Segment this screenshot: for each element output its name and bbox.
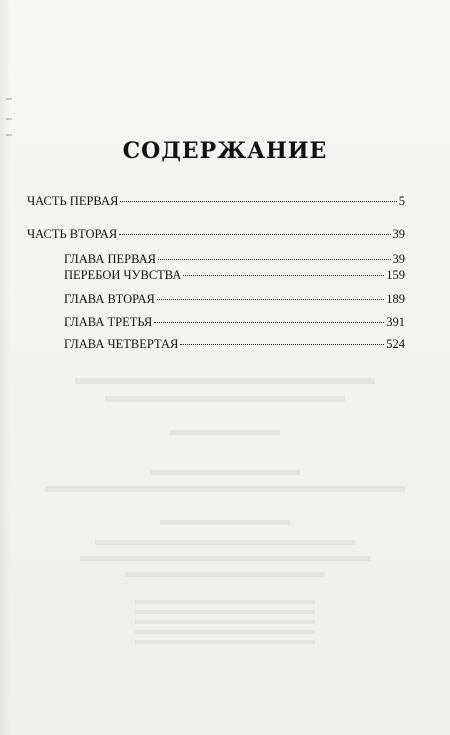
toc-entry-chapter-three[interactable] xyxy=(64,315,405,330)
show-through xyxy=(0,556,450,564)
toc-entry-label: ЧАСТЬ ВТОРАЯ xyxy=(27,227,118,241)
toc-entry-page: 39 xyxy=(392,252,405,266)
margin-mark xyxy=(6,118,12,120)
show-through xyxy=(0,540,450,548)
show-through xyxy=(0,520,450,528)
toc-entry-label: ГЛАВА ПЕРВАЯ xyxy=(64,252,157,266)
show-through xyxy=(0,600,450,650)
page-title: СОДЕРЖАНИЕ xyxy=(122,138,328,164)
dot-leader xyxy=(180,344,384,345)
dot-leader xyxy=(154,322,384,323)
show-through xyxy=(0,470,450,478)
toc-entry-label: ГЛАВА ЧЕТВЕРТАЯ xyxy=(64,337,179,351)
toc-entry-page: 39 xyxy=(392,227,405,241)
toc-entry-page: 189 xyxy=(386,292,405,306)
toc-entry-page: 159 xyxy=(386,268,405,282)
toc-entry-label: ЧАСТЬ ПЕРВАЯ xyxy=(27,194,119,208)
toc-entry-chapter-one[interactable] xyxy=(64,252,405,267)
toc-entry-part-two[interactable] xyxy=(27,227,405,242)
show-through xyxy=(0,572,450,580)
dot-leader xyxy=(183,275,384,276)
toc-entry-peréboi[interactable] xyxy=(64,268,405,283)
dot-leader xyxy=(157,299,384,300)
toc-entry-label: ГЛАВА ВТОРАЯ xyxy=(64,292,155,306)
toc-entry-label: ПЕРЕБОИ ЧУВСТВА xyxy=(64,268,182,282)
margin-mark xyxy=(6,98,12,100)
dot-leader xyxy=(119,234,390,235)
toc-entry-page: 524 xyxy=(386,337,405,351)
toc-entry-page: 5 xyxy=(398,194,405,208)
show-through xyxy=(0,430,450,438)
show-through xyxy=(0,486,450,494)
dot-leader xyxy=(120,201,396,202)
toc-entry-label: ГЛАВА ТРЕТЬЯ xyxy=(64,315,153,329)
dot-leader xyxy=(158,259,390,260)
toc-entry-chapter-two[interactable] xyxy=(64,292,405,307)
toc-entry-page: 391 xyxy=(386,315,405,329)
toc-entry-part-one[interactable] xyxy=(27,194,405,209)
show-through xyxy=(0,396,450,404)
toc-entry-chapter-four[interactable] xyxy=(64,337,405,352)
show-through xyxy=(0,378,450,386)
margin-mark xyxy=(6,134,12,136)
